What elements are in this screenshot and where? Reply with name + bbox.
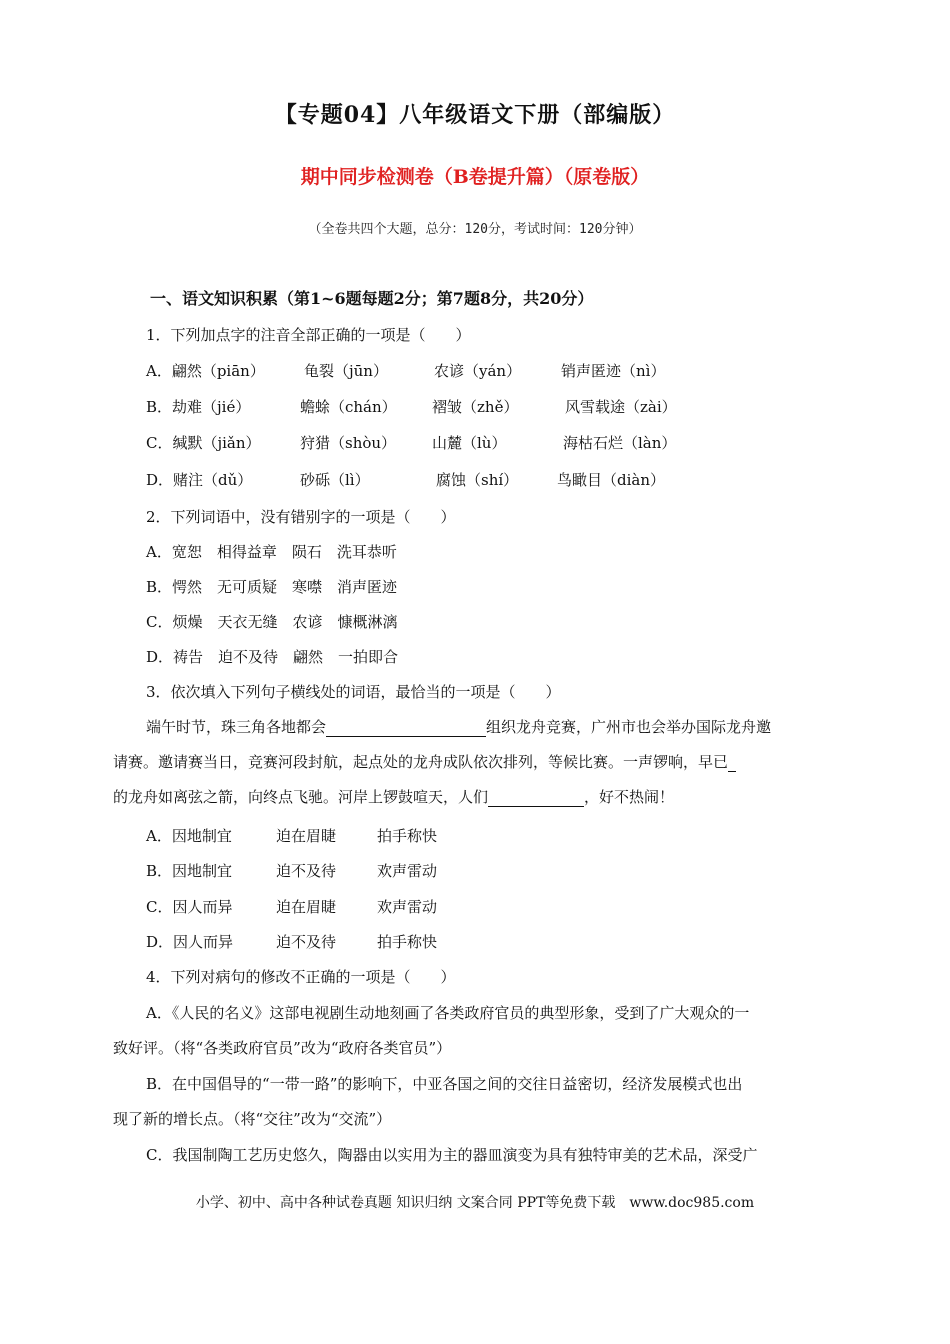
q3-option-b-3: 欢声雷动 — [377, 862, 438, 880]
q3-option-c-3: 欢声雷动 — [377, 898, 438, 916]
q1-option-d-1: D．赌注（dǔ） — [146, 471, 253, 489]
q1-option-a-3: 农谚（yán） — [434, 362, 522, 380]
page-footer: 小学、初中、高中各种试卷真题 知识归纳 文案合同 PPT等免费下载 www.doc985.com — [195, 1195, 755, 1211]
question-1-stem: 1．下列加点字的注音全部正确的一项是（ ） — [146, 326, 471, 344]
fill-blank-3 — [488, 790, 584, 807]
q1-option-d-3: 腐蚀（shí） — [436, 471, 519, 489]
exam-info: （全卷共四个大题，总分：120分，考试时间：120分钟） — [308, 222, 642, 237]
q3-passage-text: 请赛。邀请赛当日，竞赛河段封航，起点处的龙舟成队依次排列，等候比赛。一声锣响，早已 — [113, 753, 729, 771]
q2-option-b: B．愕然 无可质疑 寒噤 消声匿迹 — [146, 578, 398, 596]
q3-passage-line-3 — [113, 786, 674, 807]
q2-option-c: C．烦燥 天衣无缝 农谚 慷概淋漓 — [146, 613, 398, 631]
q1-option-c-2: 狩猎（shòu） — [300, 434, 397, 452]
q3-passage-text: 端午时节，珠三角各地都会 — [146, 718, 327, 736]
q1-option-c-3: 山麓（lù） — [432, 434, 507, 452]
q1-option-b-3: 褶皱（zhě） — [432, 398, 519, 416]
page-subtitle: 期中同步检测卷（B卷提升篇）（原卷版） — [300, 166, 650, 188]
q3-option-c-1: C．因人而异 — [146, 898, 233, 916]
q3-option-a-1: A．因地制宜 — [146, 827, 232, 845]
q1-option-d-4: 鸟瞰目（diàn） — [557, 471, 666, 489]
q2-option-a: A．宽恕 相得益章 陨石 洗耳恭听 — [146, 543, 397, 561]
question-4-stem: 4．下列对病句的修改不正确的一项是（ ） — [146, 968, 456, 986]
section-heading: 一、语文知识积累（第1~6题每题2分；第7题8分，共20分） — [150, 289, 594, 308]
q3-option-d-2: 迫不及待 — [276, 933, 337, 951]
q3-option-c-2: 迫在眉睫 — [276, 898, 337, 916]
q3-passage-line-1 — [146, 716, 771, 737]
question-3-stem: 3．依次填入下列句子横线处的词语，最恰当的一项是（ ） — [146, 683, 561, 701]
q3-option-d-3: 拍手称快 — [377, 933, 438, 951]
fill-blank-2 — [728, 755, 736, 772]
q1-option-c-4: 海枯石烂（làn） — [563, 434, 677, 452]
q1-option-b-4: 风雪载途（zài） — [565, 398, 677, 416]
q3-option-d-1: D．因人而异 — [146, 933, 234, 951]
q2-option-d: D．祷告 迫不及待 翩然 一拍即合 — [146, 648, 399, 666]
q3-passage-line-2 — [113, 751, 736, 772]
q3-option-b-1: B．因地制宜 — [146, 862, 233, 880]
q3-option-a-2: 迫在眉睫 — [276, 827, 337, 845]
q4-option-a-line-1: A．《人民的名义》这部电视剧生动地刻画了各类政府官员的典型形象，受到了广大观众的一 — [146, 1004, 750, 1022]
q4-option-c-line-1: C．我国制陶工艺历史悠久，陶器由以实用为主的器皿演变为具有独特审美的艺术品，深受广 — [146, 1146, 758, 1164]
q3-option-a-3: 拍手称快 — [377, 827, 438, 845]
q3-passage-text: 组织龙舟竞赛，广州市也会举办国际龙舟邀 — [486, 718, 772, 736]
q1-option-b-1: B．劫难（jié） — [146, 398, 251, 416]
q1-option-d-2: 砂砾（lì） — [300, 471, 370, 489]
q4-option-b-line-2: 现了新的增长点。（将“交往”改为“交流”） — [113, 1110, 392, 1128]
q1-option-a-4: 销声匿迹（nì） — [561, 362, 666, 380]
q3-option-b-2: 迫不及待 — [276, 862, 337, 880]
q3-passage-text: 的龙舟如离弦之箭，向终点飞驰。河岸上锣鼓喧天，人们 — [113, 788, 489, 806]
page-title: 【专题04】八年级语文下册（部编版） — [274, 102, 676, 128]
q4-option-a-line-2: 致好评。（将“各类政府官员”改为“政府各类官员”） — [113, 1039, 452, 1057]
q3-passage-text: ，好不热闹！ — [584, 788, 675, 806]
q1-option-a-1: A．翩然（piān） — [146, 362, 265, 380]
fill-blank-1 — [326, 720, 486, 737]
q4-option-b-line-1: B．在中国倡导的“一带一路”的影响下，中亚各国之间的交往日益密切，经济发展模式也出 — [146, 1075, 743, 1093]
q1-option-a-2: 龟裂（jūn） — [304, 362, 388, 380]
question-2-stem: 2．下列词语中，没有错别字的一项是（ ） — [146, 508, 456, 526]
q1-option-c-1: C．缄默（jiǎn） — [146, 434, 261, 452]
q1-option-b-2: 蟾蜍（chán） — [300, 398, 397, 416]
